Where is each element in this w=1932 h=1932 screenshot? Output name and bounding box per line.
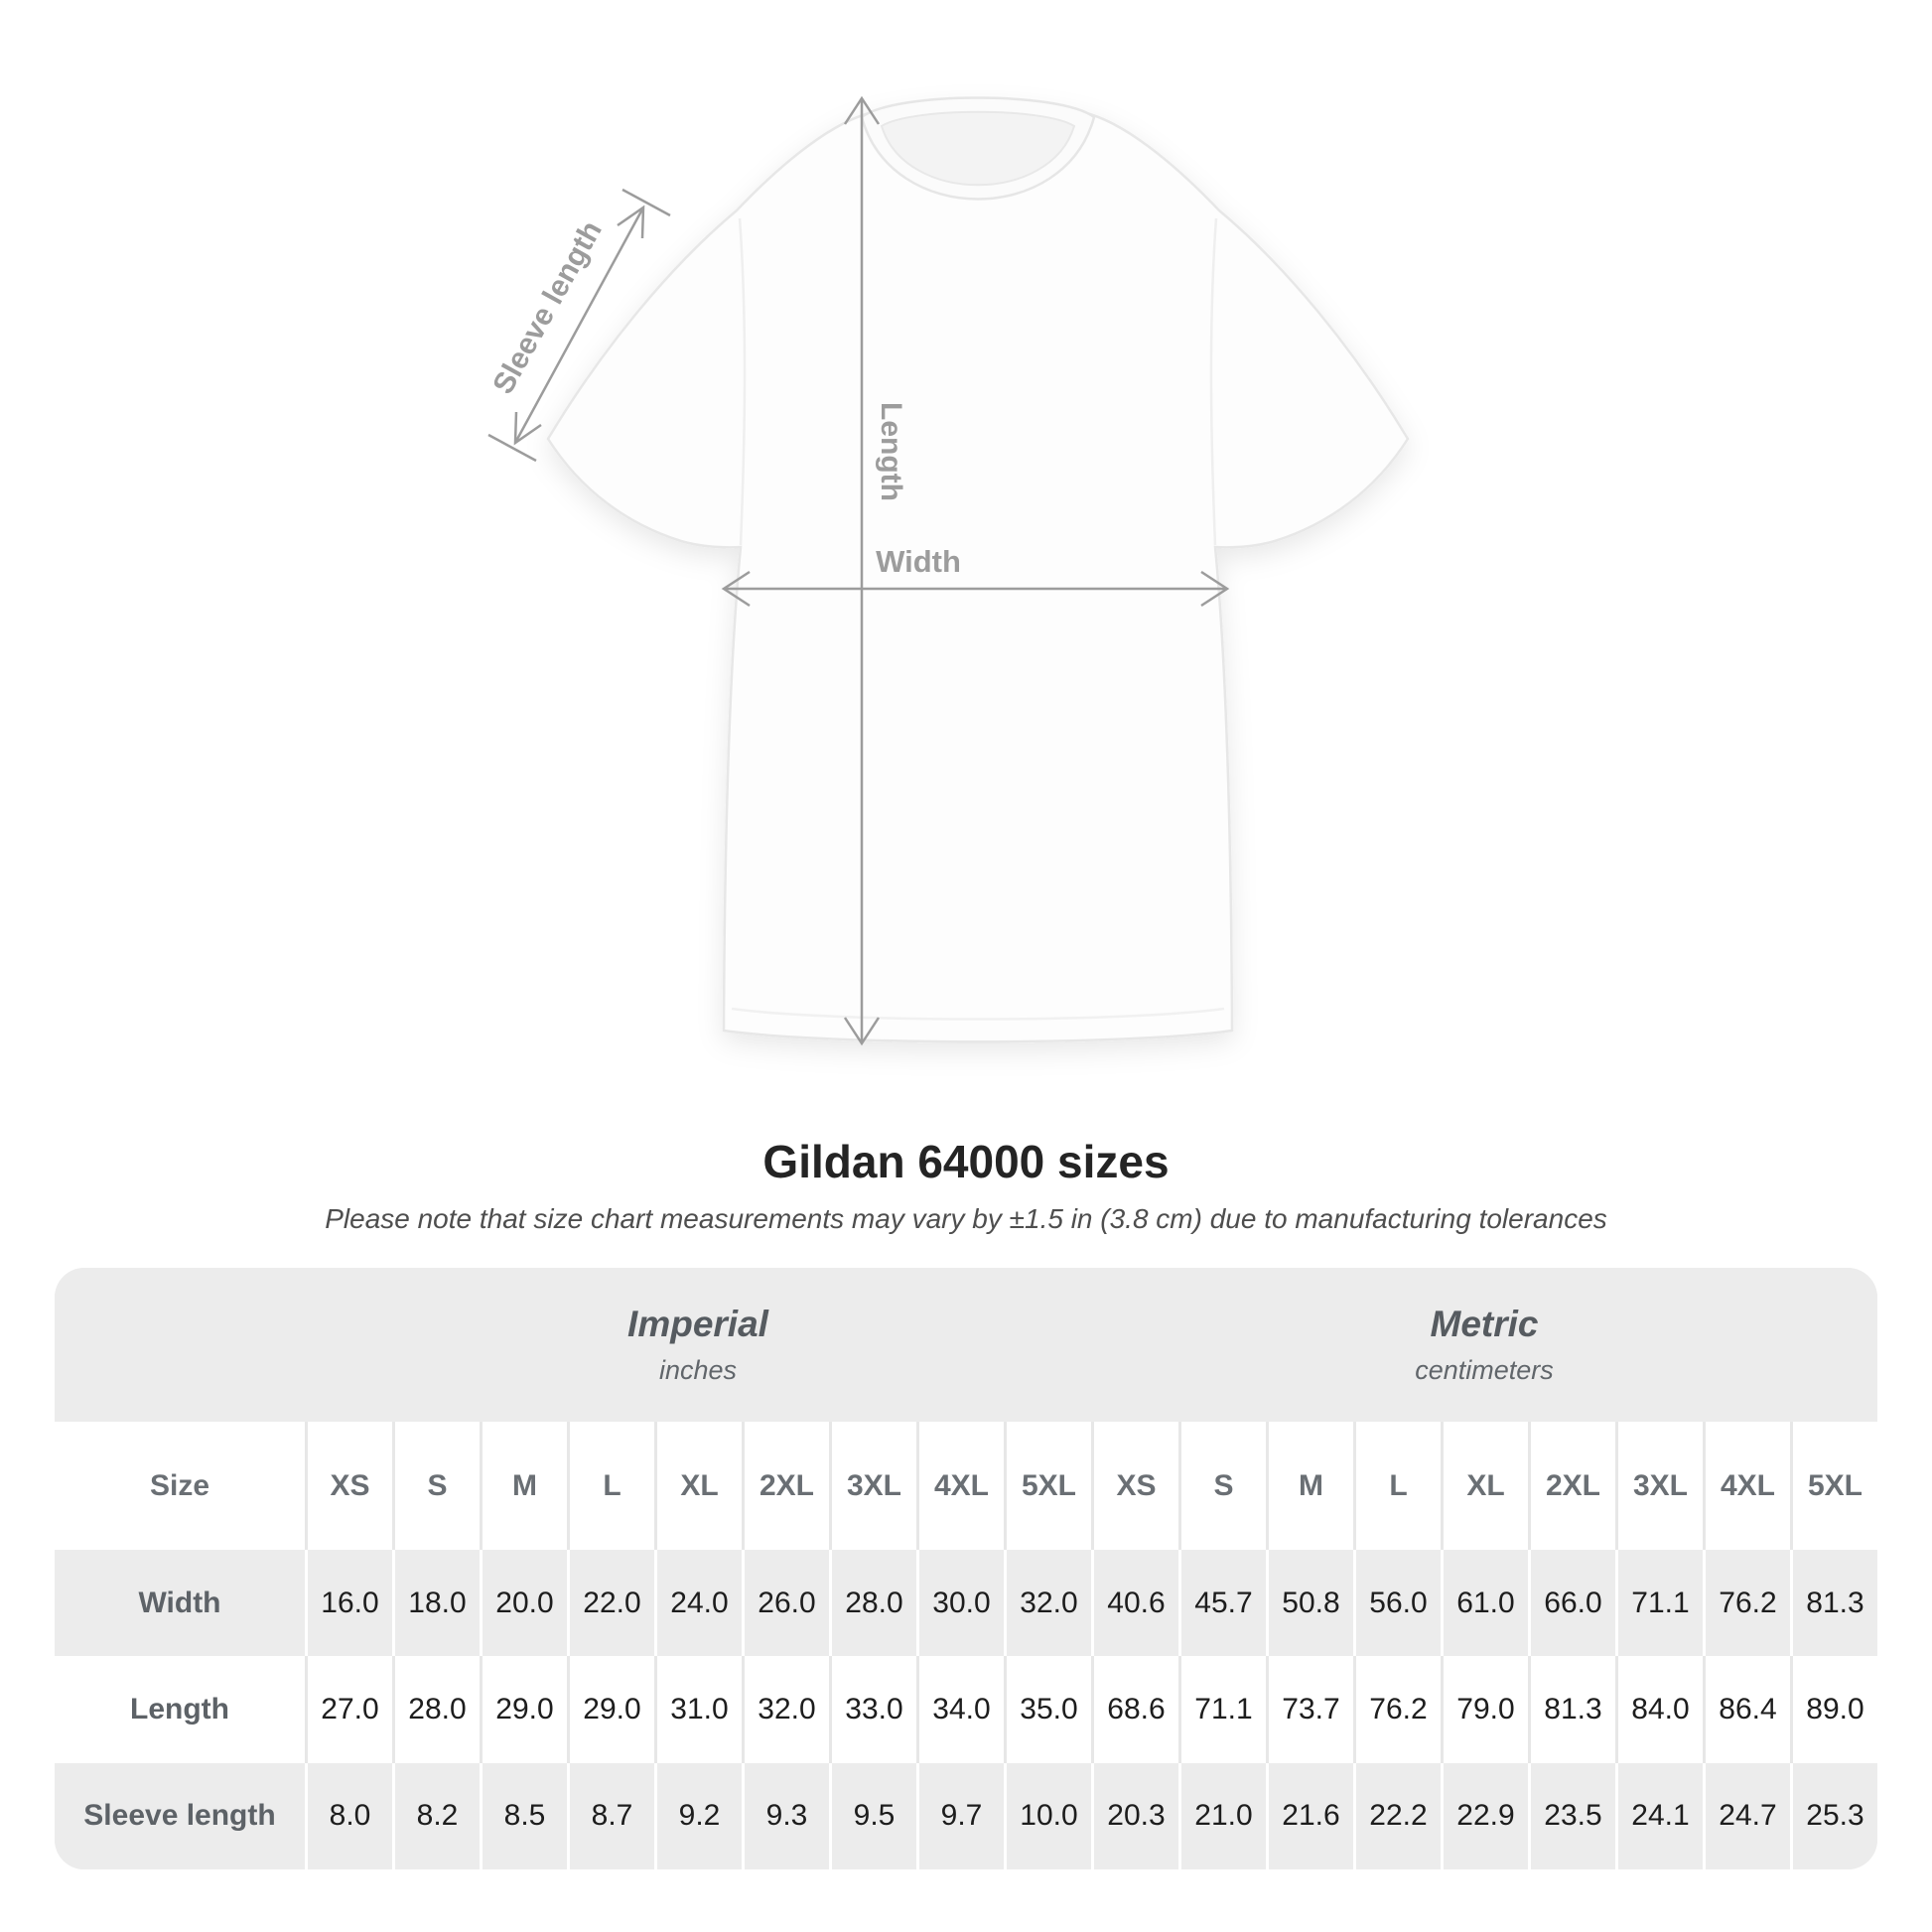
width-metric-value: 76.2 (1703, 1550, 1790, 1656)
sleeve-imperial-value: 8.7 (567, 1763, 654, 1869)
metric-size-header: M (1266, 1422, 1353, 1550)
row-label: Length (130, 1692, 229, 1725)
sleeve-imperial-value: 9.2 (654, 1763, 742, 1869)
metric-size-header: 2XL (1528, 1422, 1615, 1550)
metric-size-header: S (1178, 1422, 1266, 1550)
sleeve-metric-value: 20.3 (1091, 1763, 1178, 1869)
length-metric-value: 76.2 (1353, 1656, 1441, 1762)
page-title: Gildan 64000 sizes (762, 1136, 1170, 1187)
imperial-size-header: 4XL (916, 1422, 1004, 1550)
sleeve-imperial-value: 9.5 (829, 1763, 916, 1869)
metric-group-unit: centimeters (1415, 1355, 1554, 1385)
width-imperial-value: 26.0 (742, 1550, 829, 1656)
width-imperial-value: 28.0 (829, 1550, 916, 1656)
metric-size-header: 5XL (1790, 1422, 1877, 1550)
tshirt-image (548, 98, 1408, 1042)
length-imperial-value: 35.0 (1004, 1656, 1091, 1762)
length-imperial-value: 29.0 (567, 1656, 654, 1762)
length-imperial-value: 31.0 (654, 1656, 742, 1762)
sleeve-length-row (55, 1763, 1877, 1869)
metric-group-header (1091, 1268, 1877, 1422)
length-metric-value: 89.0 (1790, 1656, 1877, 1762)
imperial-size-header: 3XL (829, 1422, 916, 1550)
length-metric-value: 73.7 (1266, 1656, 1353, 1762)
row-label: Width (138, 1586, 221, 1619)
width-metric-value: 45.7 (1178, 1550, 1266, 1656)
width-metric-value: 81.3 (1790, 1550, 1877, 1656)
length-imperial-value: 29.0 (480, 1656, 567, 1762)
sleeve-metric-value: 24.7 (1703, 1763, 1790, 1869)
imperial-size-header: L (567, 1422, 654, 1550)
length-metric-value: 79.0 (1441, 1656, 1528, 1762)
length-imperial-value: 33.0 (829, 1656, 916, 1762)
tolerance-note: Please note that size chart measurements may vary by ±1.5 in (3.8 cm) due to manufacturing tolerances (325, 1203, 1607, 1234)
width-metric-value: 66.0 (1528, 1550, 1615, 1656)
sleeve-metric-value: 22.9 (1441, 1763, 1528, 1869)
imperial-size-header: M (480, 1422, 567, 1550)
imperial-group-unit: inches (658, 1355, 738, 1385)
sleeve-length-label: Sleeve length (486, 215, 609, 400)
sleeve-imperial-value: 9.3 (742, 1763, 829, 1869)
row-label: Sleeve length (83, 1799, 276, 1833)
size-header-row (55, 1422, 1877, 1550)
width-imperial-value: 24.0 (654, 1550, 742, 1656)
length-metric-value: 84.0 (1615, 1656, 1703, 1762)
width-metric-value: 40.6 (1091, 1550, 1178, 1656)
imperial-size-header: XS (305, 1422, 392, 1550)
band-spacer (55, 1268, 305, 1422)
width-imperial-value: 16.0 (305, 1550, 392, 1656)
length-imperial-value: 28.0 (392, 1656, 480, 1762)
metric-group-title: Metric (1430, 1304, 1539, 1344)
sleeve-metric-value: 22.2 (1353, 1763, 1441, 1869)
width-metric-value: 71.1 (1615, 1550, 1703, 1656)
tshirt-outline (548, 101, 1408, 1042)
imperial-group-title: Imperial (627, 1304, 768, 1344)
imperial-size-header: XL (654, 1422, 742, 1550)
length-metric-value: 68.6 (1091, 1656, 1178, 1762)
length-imperial-value: 27.0 (305, 1656, 392, 1762)
sleeve-imperial-value: 8.0 (305, 1763, 392, 1869)
width-metric-value: 50.8 (1266, 1550, 1353, 1656)
length-metric-value: 81.3 (1528, 1656, 1615, 1762)
imperial-group-header (305, 1268, 1091, 1422)
sleeve-metric-value: 24.1 (1615, 1763, 1703, 1869)
length-imperial-value: 32.0 (742, 1656, 829, 1762)
metric-size-header: L (1353, 1422, 1441, 1550)
length-row (55, 1656, 1877, 1762)
sleeve-metric-value: 23.5 (1528, 1763, 1615, 1869)
metric-size-header: 4XL (1703, 1422, 1790, 1550)
length-metric-value: 86.4 (1703, 1656, 1790, 1762)
imperial-size-header: 5XL (1004, 1422, 1091, 1550)
metric-size-header: 3XL (1615, 1422, 1703, 1550)
width-label: Width (876, 544, 961, 579)
sleeve-imperial-value: 9.7 (916, 1763, 1004, 1869)
width-metric-value: 61.0 (1441, 1550, 1528, 1656)
metric-size-header: XS (1091, 1422, 1178, 1550)
imperial-size-header: 2XL (742, 1422, 829, 1550)
length-imperial-value: 34.0 (916, 1656, 1004, 1762)
width-imperial-value: 20.0 (480, 1550, 567, 1656)
width-imperial-value: 30.0 (916, 1550, 1004, 1656)
size-column-header: Size (149, 1468, 210, 1502)
sleeve-imperial-value: 8.5 (480, 1763, 567, 1869)
sleeve-metric-value: 21.0 (1178, 1763, 1266, 1869)
length-label: Length (875, 402, 907, 501)
width-row (55, 1550, 1877, 1656)
sleeve-metric-value: 25.3 (1790, 1763, 1877, 1869)
imperial-size-header: S (392, 1422, 480, 1550)
unit-group-row (55, 1268, 1877, 1422)
width-metric-value: 56.0 (1353, 1550, 1441, 1656)
width-imperial-value: 22.0 (567, 1550, 654, 1656)
width-imperial-value: 18.0 (392, 1550, 480, 1656)
size-table (55, 1268, 1877, 1869)
sleeve-metric-value: 21.6 (1266, 1763, 1353, 1869)
length-metric-value: 71.1 (1178, 1656, 1266, 1762)
width-imperial-value: 32.0 (1004, 1550, 1091, 1656)
metric-size-header: XL (1441, 1422, 1528, 1550)
sleeve-imperial-value: 8.2 (392, 1763, 480, 1869)
sleeve-imperial-value: 10.0 (1004, 1763, 1091, 1869)
